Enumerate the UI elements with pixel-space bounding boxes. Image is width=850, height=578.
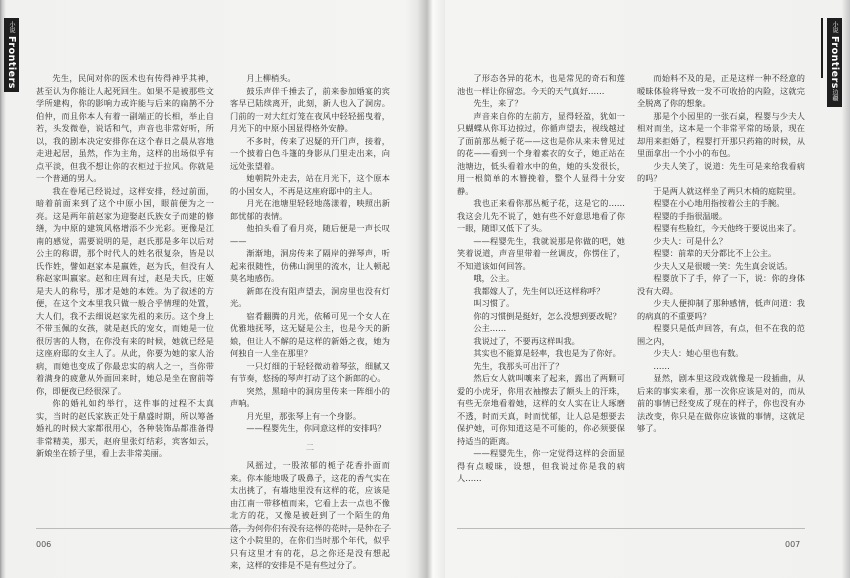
section-tab-small-label: 小说: [831, 21, 838, 33]
section-tab-brand: Frontiers: [6, 36, 17, 89]
page-number: 007: [785, 540, 801, 549]
paragraph: ……: [653, 360, 670, 371]
left-column-1: [36, 72, 214, 460]
paragraph: 了形态各异的花木，也是常见的奇石和莲池也一样让你留恋。今天的天气真好……: [457, 73, 625, 96]
paragraph: 不多时，传来了迟疑的开门声，接着，一个披着白色斗篷的身影从门里走出来，向远处张望着。: [230, 135, 390, 171]
footer-rule: [457, 528, 805, 529]
paragraph: 哦，公主。: [473, 273, 515, 283]
paragraph: 其实也不能算是轻率，我也是为了你好。: [473, 348, 621, 358]
section-tab-brand: Frontiers: [829, 36, 840, 89]
right-page: [425, 0, 850, 578]
paragraph: 程婴有些脸红，今天他终于要说出来了。: [653, 223, 801, 233]
paragraph: 渐渐地，洞房传来了隔岸的弹琴声，听起来很随性，仿佛山涧里的流水，让人顿起莫名地感伤。: [230, 248, 390, 283]
paragraph: 程婴放下了手，停了一下，说：你的身体没有大碍。: [637, 273, 805, 296]
paragraph: 程婴在小心地用指按着公主的手腕。: [653, 198, 785, 208]
section-tab: [4, 18, 19, 92]
paragraph: 宿肴翻腾的月光，依稀可见一个女人在优雅地抚琴，这无疑是公主，也是今天的新娘，但让人不解的是这样的新婚之夜，她为何独自一人坐在那里？: [230, 310, 390, 358]
section-tab-region-label: 边疆: [831, 88, 838, 101]
paragraph: 突然，黑暗中的洞房里传来一阵细小的声响。: [230, 385, 390, 408]
paragraph: 先生，我那头可出汗了？: [473, 360, 564, 371]
section-tab-small-label: 小说: [8, 21, 15, 33]
footer-rule: [36, 528, 391, 529]
paragraph: 你的婚礼如约举行，这件事的过程不太真实，当时的赵氏家族正处于鼎盛时期，所以筹备婚礼的时候大家都很用心，各种装饰品都准备得非常精美，那天，赵府里张灯结彩，宾客如云，新娘坐在轿子里，看上去非常美丽。: [36, 398, 214, 458]
paragraph: 月光里，那张琴上有一个身影。: [246, 410, 362, 421]
paragraph: 新郎在没有阻声望去，洞房里也没有灯光。: [230, 285, 390, 308]
paragraph: 显然，剧本里这段戏就像是一段插曲，从后来的事实来看，那一次你应该是对的，而从前的事情已经变成了现在的样子，你也没有办法改变，你只是在做你应该做的事情，这就足够了。: [637, 373, 805, 433]
paragraph: 少夫人便抑制了那种感情，低声问道：我的病真的不重要吗？: [637, 298, 805, 321]
paragraph: 我都嫁人了，先生何以还这样称呼？: [473, 285, 605, 296]
paragraph: 我说过了，不要再这样叫我。: [473, 335, 580, 346]
paragraph: 先生，民间对你的医术也有传得神乎其神，甚至认为你能让人起死回生。如果不是被那些文学所建构，你的影响力或许能与后来的扁鹊不分伯仲，而且你本人有着一副端正的长相，举止自若，头发微卷，说话和气，声音也非常好听，所以，我的剧本决定安排你在这个春日之晨从容地走进起居，虽然，作为主角，这样的出场似乎有点平淡，但我不想让你的衣柜过于拉风。你就是一个普通的男人。: [36, 73, 214, 183]
paragraph: 他拍头看了看月亮，随后便是一声长叹——: [230, 223, 390, 246]
paragraph: ——程婴先生，我就说那是你做的吧，她笑着说道，声音里带着一丝调皮，你愣住了，不知道该如何回答。: [457, 235, 625, 271]
paragraph: 于是两人就这样坐了两只木椅的庭院里。: [653, 185, 801, 196]
paragraph: 声音来自你的左前方，显得轻盈，犹如一只蝴蝶从你耳边掠过，你循声望去，视线越过了面前那丛栀子花——这也是你从来未曾见过的花——看到一个身着素衣的女子，她正站在池塘边，低头看着水中的鱼，她的头发很长，用一根简单的木簪挽着，整个人显得十分安静。: [457, 110, 625, 196]
left-column-2: [230, 72, 390, 572]
paragraph: 少夫人：可是什么？: [653, 235, 728, 246]
paragraph: 我在卷尾已经说过，这样安排，经过前面，暗着前面来到了这个中原小国，眼前便为之一亮。这是两年前赵家为迎娶赵氏族女子而建的修缮，为中原的建筑风格增添不少光彩。更像是江南的感觉，需要说明的是，赵氏那是多年以后对公主的称谓，那个时代人的姓名很复杂，皆是以氏作姓，譬如赵家本是嬴姓，赵为氏，但没有人称赵家叫嬴家。赵和庄周有过，赵是夫氏，庄姬是夫人的称号，那才是她的本姓。为了叙述的方便，在这个文本里我只做一般合乎情理的处置，大人们，我不去细说赵家先祖的来历。这个身上不带玉佩的女孩，就是赵氏的宠女，而她是一位很厉害的人物，在你没有来的时候，她就已经是这座府邸的女主人了。从此，你要为她的家人治病，而她也变成了你最忠实的病人之一，当你带着满身的疲惫从外面回来时，她总是坐在窗前等你，即便夜已经很深了。: [36, 185, 214, 396]
paragraph: 先生，来了？: [473, 98, 523, 108]
paragraph: 程婴只是低声回答，有点，但不在我的范围之内，: [637, 323, 805, 346]
paragraph: 叫习惯了。: [473, 298, 515, 308]
paragraph: 鼓乐声伴千捶去了，前来参加婚宴的宾客早已陆续离开，此刻，新人也入了洞房。门前的一对大红灯笼在夜风中轻轻摇曳着，月光下的中原小国显得格外安静。: [230, 85, 390, 133]
section-tab-right: [827, 18, 842, 107]
paragraph: 你的习惯倒是挺好，怎么没想到要改呢？: [473, 310, 621, 321]
paragraph: 风摇过，一股浓郁的栀子花香扑面而来。你本能地吸了吸鼻子，这花的香气实在太出挑了，有墙地里没有这样的花，应该是由江南一带移植而来，它看上去一点也不像北方的花，又像是被赶到了一个陌生的角 这个小院里的，在你们当时那个年代，似乎只有这里才有的花，总之你还是没有想起来，这样的安排是不是有些过分了。: [230, 460, 390, 570]
paragraph: 少夫人：她心里也有数。: [653, 348, 744, 358]
paragraph: 我也正来看你那丛栀子花，这是它的……我这会儿先不说了，她有些不好意思地看了你一眼，随即又低下了头。: [457, 198, 625, 233]
paragraph: 月上柳梢头。: [246, 73, 296, 83]
right-column-1: [457, 72, 625, 485]
paragraph: 那是个小园里的一张石桌，程婴与少夫人相对而坐，这本是一个非常平常的场景，现在却用来拒婚了，程婴打开那只药箱的时候，从里面拿出一个小小的布包。: [637, 110, 805, 158]
paragraph: 程婴：前辈的天分都比不上公主。: [653, 248, 777, 258]
paragraph: 一只灯细的于轻轻微动着琴弦，细腻又有节奏，悠扬的琴声打动了这个新郎的心。: [230, 360, 390, 383]
paragraph: 月光在池塘里轻轻地荡漾着，映照出新郎忧郁的表情。: [230, 198, 390, 221]
paragraph: 然后女人就叫嚷来了起来，露出了两颗可爱的小虎牙，你用衣袖擦去了额头上的汗珠，有些无奈地看着她，这样的女人实在让人琢磨不透，时而天真，时而忧郁，让人总是想要去保护她，可你知道这是不可能的，你必须要保持适当的距离。: [457, 373, 625, 446]
section-number: 二: [305, 441, 315, 452]
edge-bar: [821, 18, 823, 78]
paragraph: 少夫人笑了，说道：先生可是来给我看病的吗？: [637, 160, 805, 183]
paragraph: 少夫人又是很暖一笑：先生真会说话。: [653, 260, 793, 271]
paragraph: 程婴的手指很温暖。: [653, 210, 728, 221]
page-number: 006: [36, 540, 52, 549]
paragraph: ——程婴先生，你同意这样的安排吗？: [246, 423, 386, 433]
right-column-2: [637, 72, 805, 435]
paragraph: 而始料不及的是，正是这样一种不经意的暧昧体验将导致一发不可收拾的内险，这就完全脱离了你的想象。: [637, 73, 805, 108]
paragraph: ——程婴先生，你一定觉得这样的会面显得有点暧昧，设想，但我说过你是我的病人……: [457, 448, 625, 483]
paragraph: 公主……: [473, 323, 507, 333]
paragraph: 她朝院外走去，站在月光下，这个原本的小国女人，不再是这座府邸中的主人。: [230, 173, 390, 196]
